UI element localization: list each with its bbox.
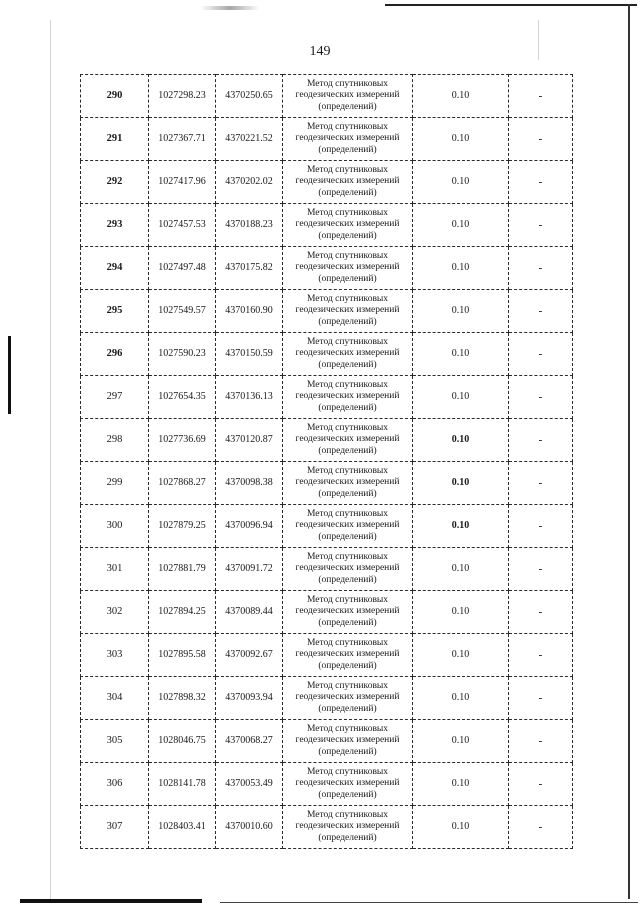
method-cell — [283, 634, 413, 677]
method-line: (определений) — [318, 832, 377, 843]
x-coordinate-cell: 1027895.58 — [149, 634, 216, 677]
method-line: геодезических измерений — [295, 563, 400, 574]
x-coordinate-cell: 1027457.53 — [149, 204, 216, 247]
accuracy-cell: 0.10 — [413, 75, 509, 118]
method-cell — [283, 548, 413, 591]
table-row — [81, 118, 573, 161]
table-row — [81, 161, 573, 204]
x-coordinate-cell: 1027417.96 — [149, 161, 216, 204]
note-cell: - — [509, 247, 573, 290]
x-coordinate-cell: 1027894.25 — [149, 591, 216, 634]
note-cell: - — [509, 634, 573, 677]
table-row — [81, 763, 573, 806]
accuracy-cell: 0.10 — [413, 634, 509, 677]
table-row — [81, 247, 573, 290]
point-number-cell: 302 — [81, 591, 149, 634]
method-line: геодезических измерений — [295, 262, 400, 273]
scan-artifact-left-bar — [8, 336, 11, 414]
method-line: (определений) — [318, 101, 377, 112]
note-cell: - — [509, 204, 573, 247]
y-coordinate-cell: 4370175.82 — [216, 247, 283, 290]
accuracy-cell: 0.10 — [413, 333, 509, 376]
method-line: Метод спутниковых — [306, 594, 389, 605]
x-coordinate-cell: 1027298.23 — [149, 75, 216, 118]
method-line: Метод спутниковых — [306, 551, 389, 562]
point-number-cell: 305 — [81, 720, 149, 763]
accuracy-cell: 0.10 — [413, 204, 509, 247]
method-line: геодезических измерений — [295, 649, 400, 660]
note-cell: - — [509, 376, 573, 419]
x-coordinate-cell: 1028403.41 — [149, 806, 216, 849]
accuracy-cell: 0.10 — [413, 548, 509, 591]
method-line: геодезических измерений — [295, 348, 400, 359]
point-number-cell: 295 — [81, 290, 149, 333]
method-line: Метод спутниковых — [306, 336, 389, 347]
point-number-cell: 291 — [81, 118, 149, 161]
method-line: Метод спутниковых — [306, 379, 389, 390]
y-coordinate-cell: 4370120.87 — [216, 419, 283, 462]
method-line: Метод спутниковых — [306, 508, 389, 519]
accuracy-cell: 0.10 — [413, 763, 509, 806]
method-line: (определений) — [318, 574, 377, 585]
method-line: геодезических измерений — [295, 219, 400, 230]
point-number-cell: 303 — [81, 634, 149, 677]
point-number-cell: 294 — [81, 247, 149, 290]
method-line: (определений) — [318, 316, 377, 327]
coordinates-table-body — [81, 75, 573, 849]
y-coordinate-cell: 4370202.02 — [216, 161, 283, 204]
method-cell — [283, 505, 413, 548]
x-coordinate-cell: 1027881.79 — [149, 548, 216, 591]
table-row — [81, 634, 573, 677]
accuracy-cell: 0.10 — [413, 505, 509, 548]
method-line: Метод спутниковых — [306, 809, 389, 820]
table-row — [81, 419, 573, 462]
note-cell: - — [509, 720, 573, 763]
method-cell — [283, 333, 413, 376]
method-line: (определений) — [318, 359, 377, 370]
accuracy-cell: 0.10 — [413, 118, 509, 161]
method-cell — [283, 75, 413, 118]
method-line: геодезических измерений — [295, 821, 400, 832]
accuracy-cell: 0.10 — [413, 806, 509, 849]
note-cell: - — [509, 75, 573, 118]
method-line: геодезических измерений — [295, 778, 400, 789]
coordinates-table — [80, 74, 573, 849]
method-line: геодезических измерений — [295, 477, 400, 488]
table-row — [81, 462, 573, 505]
point-number-cell: 306 — [81, 763, 149, 806]
x-coordinate-cell: 1027898.32 — [149, 677, 216, 720]
method-line: (определений) — [318, 746, 377, 757]
accuracy-cell: 0.10 — [413, 376, 509, 419]
method-cell — [283, 204, 413, 247]
method-line: геодезических измерений — [295, 520, 400, 531]
method-line: (определений) — [318, 273, 377, 284]
x-coordinate-cell: 1027590.23 — [149, 333, 216, 376]
note-cell: - — [509, 677, 573, 720]
accuracy-cell: 0.10 — [413, 247, 509, 290]
note-cell: - — [509, 333, 573, 376]
y-coordinate-cell: 4370096.94 — [216, 505, 283, 548]
note-cell: - — [509, 118, 573, 161]
note-cell: - — [509, 763, 573, 806]
method-line: Метод спутниковых — [306, 465, 389, 476]
table-row — [81, 75, 573, 118]
point-number-cell: 299 — [81, 462, 149, 505]
y-coordinate-cell: 4370221.52 — [216, 118, 283, 161]
method-cell — [283, 290, 413, 333]
note-cell: - — [509, 505, 573, 548]
accuracy-cell: 0.10 — [413, 677, 509, 720]
note-cell: - — [509, 419, 573, 462]
method-line: (определений) — [318, 445, 377, 456]
method-line: Метод спутниковых — [306, 250, 389, 261]
method-cell — [283, 763, 413, 806]
x-coordinate-cell: 1028141.78 — [149, 763, 216, 806]
method-cell — [283, 161, 413, 204]
scan-artifact-top-line — [385, 4, 637, 6]
note-cell: - — [509, 806, 573, 849]
accuracy-cell: 0.10 — [413, 161, 509, 204]
method-cell — [283, 677, 413, 720]
x-coordinate-cell: 1027367.71 — [149, 118, 216, 161]
method-line: Метод спутниковых — [306, 207, 389, 218]
note-cell: - — [509, 591, 573, 634]
y-coordinate-cell: 4370250.65 — [216, 75, 283, 118]
method-line: (определений) — [318, 789, 377, 800]
y-coordinate-cell: 4370160.90 — [216, 290, 283, 333]
x-coordinate-cell: 1027736.69 — [149, 419, 216, 462]
method-line: (определений) — [318, 187, 377, 198]
point-number-cell: 290 — [81, 75, 149, 118]
method-line: геодезических измерений — [295, 176, 400, 187]
table-row — [81, 333, 573, 376]
note-cell: - — [509, 548, 573, 591]
method-line: геодезических измерений — [295, 606, 400, 617]
table-row — [81, 376, 573, 419]
y-coordinate-cell: 4370150.59 — [216, 333, 283, 376]
accuracy-cell: 0.10 — [413, 290, 509, 333]
method-line: геодезических измерений — [295, 133, 400, 144]
y-coordinate-cell: 4370093.94 — [216, 677, 283, 720]
x-coordinate-cell: 1027868.27 — [149, 462, 216, 505]
y-coordinate-cell: 4370068.27 — [216, 720, 283, 763]
table-row — [81, 505, 573, 548]
method-line: (определений) — [318, 488, 377, 499]
method-line: геодезических измерений — [295, 391, 400, 402]
method-line: (определений) — [318, 617, 377, 628]
scan-artifact-right-edge — [628, 4, 630, 899]
method-line: Метод спутниковых — [306, 680, 389, 691]
method-line: Метод спутниковых — [306, 766, 389, 777]
point-number-cell: 293 — [81, 204, 149, 247]
y-coordinate-cell: 4370091.72 — [216, 548, 283, 591]
method-line: (определений) — [318, 402, 377, 413]
method-cell — [283, 247, 413, 290]
y-coordinate-cell: 4370136.13 — [216, 376, 283, 419]
x-coordinate-cell: 1028046.75 — [149, 720, 216, 763]
y-coordinate-cell: 4370188.23 — [216, 204, 283, 247]
method-line: (определений) — [318, 144, 377, 155]
method-line: (определений) — [318, 660, 377, 671]
point-number-cell: 298 — [81, 419, 149, 462]
y-coordinate-cell: 4370089.44 — [216, 591, 283, 634]
x-coordinate-cell: 1027549.57 — [149, 290, 216, 333]
method-line: Метод спутниковых — [306, 121, 389, 132]
accuracy-cell: 0.10 — [413, 419, 509, 462]
method-line: (определений) — [318, 230, 377, 241]
table-row — [81, 548, 573, 591]
note-cell: - — [509, 462, 573, 505]
table-row — [81, 290, 573, 333]
method-line: геодезических измерений — [295, 305, 400, 316]
method-line: Метод спутниковых — [306, 293, 389, 304]
method-cell — [283, 462, 413, 505]
y-coordinate-cell: 4370010.60 — [216, 806, 283, 849]
table-row — [81, 204, 573, 247]
point-number-cell: 301 — [81, 548, 149, 591]
method-cell — [283, 118, 413, 161]
table-row — [81, 806, 573, 849]
note-cell: - — [509, 290, 573, 333]
table-row — [81, 677, 573, 720]
accuracy-cell: 0.10 — [413, 720, 509, 763]
method-line: (определений) — [318, 531, 377, 542]
method-cell — [283, 376, 413, 419]
method-line: Метод спутниковых — [306, 637, 389, 648]
method-line: геодезических измерений — [295, 692, 400, 703]
scan-artifact-faint-line — [50, 20, 51, 900]
method-line: Метод спутниковых — [306, 723, 389, 734]
page-number: 149 — [309, 44, 331, 59]
y-coordinate-cell: 4370098.38 — [216, 462, 283, 505]
method-cell — [283, 806, 413, 849]
table-row — [81, 720, 573, 763]
point-number-cell: 292 — [81, 161, 149, 204]
x-coordinate-cell: 1027654.35 — [149, 376, 216, 419]
method-line: Метод спутниковых — [306, 78, 389, 89]
point-number-cell: 297 — [81, 376, 149, 419]
method-cell — [283, 591, 413, 634]
point-number-cell: 300 — [81, 505, 149, 548]
point-number-cell: 304 — [81, 677, 149, 720]
method-line: геодезических измерений — [295, 434, 400, 445]
scan-artifact-bottom-line — [220, 902, 638, 903]
accuracy-cell: 0.10 — [413, 591, 509, 634]
y-coordinate-cell: 4370092.67 — [216, 634, 283, 677]
accuracy-cell: 0.10 — [413, 462, 509, 505]
note-cell: - — [509, 161, 573, 204]
scan-artifact-bottom-bar — [20, 899, 202, 903]
method-cell — [283, 720, 413, 763]
method-line: Метод спутниковых — [306, 164, 389, 175]
method-cell — [283, 419, 413, 462]
method-line: геодезических измерений — [295, 90, 400, 101]
y-coordinate-cell: 4370053.49 — [216, 763, 283, 806]
point-number-cell: 296 — [81, 333, 149, 376]
x-coordinate-cell: 1027497.48 — [149, 247, 216, 290]
x-coordinate-cell: 1027879.25 — [149, 505, 216, 548]
table-row — [81, 591, 573, 634]
method-line: Метод спутниковых — [306, 422, 389, 433]
point-number-cell: 307 — [81, 806, 149, 849]
scan-artifact-smudge — [200, 6, 260, 10]
method-line: (определений) — [318, 703, 377, 714]
method-line: геодезических измерений — [295, 735, 400, 746]
